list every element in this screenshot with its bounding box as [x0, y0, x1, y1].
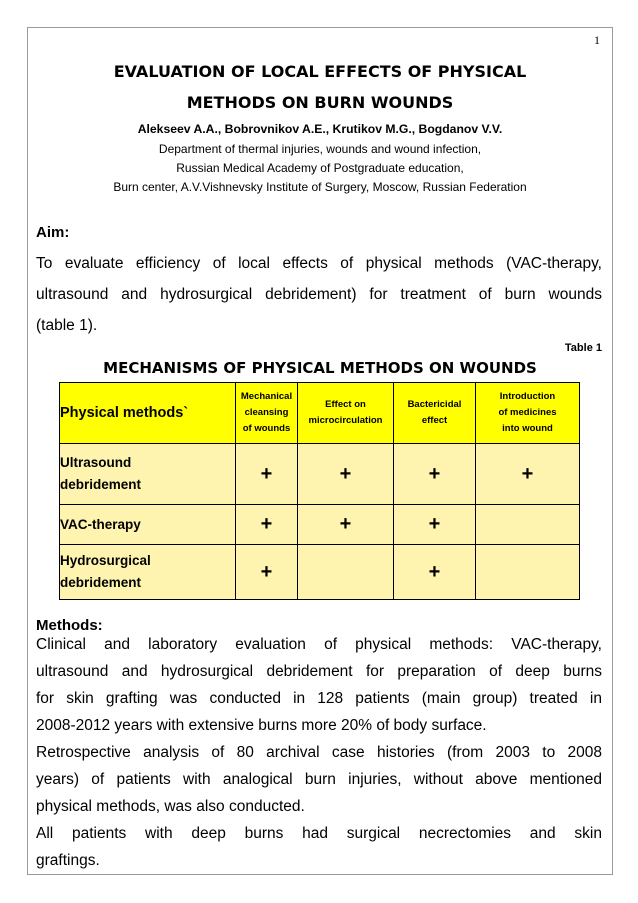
table-title: MECHANISMS OF PHYSICAL METHODS ON WOUNDS	[103, 359, 537, 377]
row-label-vac-therapy: VAC-therapy	[60, 505, 236, 545]
methods-line: graftings.	[36, 852, 100, 869]
header-introduction-of-medicines: Introduction of medicines into wound	[476, 383, 580, 444]
methods-line: years) of patients with analogical burn injuries, without above mentioned	[36, 771, 602, 788]
table-cell: +	[298, 505, 394, 545]
title-line-2: METHODS ON BURN WOUNDS	[186, 93, 454, 112]
methods-line: All patients with deep burns had surgical necrectomies and skin	[36, 825, 602, 842]
title-line-1: EVALUATION OF LOCAL EFFECTS OF PHYSICAL	[113, 62, 527, 81]
aim-line: (table 1).	[36, 317, 98, 334]
header-mechanical-cleansing: Mechanical cleansing of wounds	[236, 383, 298, 444]
authors: Alekseev A.A., Bobrovnikov A.E., Krutikov M.G., Bogdanov V.V.	[137, 122, 503, 136]
row-label-hydrosurgical: Hydrosurgical debridement	[60, 545, 236, 600]
header-physical-methods: Physical methods`	[60, 383, 236, 444]
aim-paragraph	[36, 250, 602, 339]
methods-line: Retrospective analysis of 80 archival case histories (from 2003 to 2008	[36, 744, 602, 761]
table-cell	[476, 545, 580, 600]
methods-paragraph	[36, 631, 602, 874]
table-cell: +	[236, 444, 298, 505]
methods-label: Methods:	[36, 617, 103, 634]
page-number: 1	[594, 33, 600, 47]
header-bactericidal-effect: Bactericidal effect	[394, 383, 476, 444]
table-row	[60, 444, 580, 505]
aim-line: To evaluate efficiency of local effects of physical methods (VAC-therapy,	[36, 255, 602, 272]
affiliation-line: Department of thermal injuries, wounds and wound infection,	[158, 142, 482, 156]
table-cell: +	[236, 505, 298, 545]
aim-label: Aim:	[36, 224, 70, 241]
table-cell	[298, 545, 394, 600]
row-label-ultrasound: Ultrasound debridement	[60, 444, 236, 505]
methods-line: physical methods, was also conducted.	[36, 798, 305, 815]
mechanisms-table	[59, 382, 580, 600]
affiliation-line: Burn center, A.V.Vishnevsky Institute of Surgery, Moscow, Russian Federation	[113, 180, 527, 194]
header-effect-on-microcirculation: Effect on microcirculation	[298, 383, 394, 444]
methods-line: 2008-2012 years with extensive burns more 20% of body surface.	[36, 717, 487, 734]
table-row	[60, 545, 580, 600]
methods-line: for skin grafting was conducted in 128 patients (main group) treated in	[36, 690, 602, 707]
table-cell: +	[394, 505, 476, 545]
table-cell: +	[298, 444, 394, 505]
affiliation-line: Russian Medical Academy of Postgraduate education,	[176, 161, 464, 175]
table-cell	[476, 505, 580, 545]
table-label: Table 1	[564, 342, 602, 354]
table-cell: +	[476, 444, 580, 505]
methods-line: Clinical and laboratory evaluation of physical methods: VAC-therapy,	[36, 636, 602, 653]
table-cell: +	[236, 545, 298, 600]
table-header-row	[60, 383, 580, 444]
table-cell: +	[394, 545, 476, 600]
table-cell: +	[394, 444, 476, 505]
methods-line: ultrasound and hydrosurgical debridement for preparation of deep burns	[36, 663, 602, 680]
aim-line: ultrasound and hydrosurgical debridement) for treatment of burn wounds	[36, 286, 602, 303]
table-row	[60, 505, 580, 545]
